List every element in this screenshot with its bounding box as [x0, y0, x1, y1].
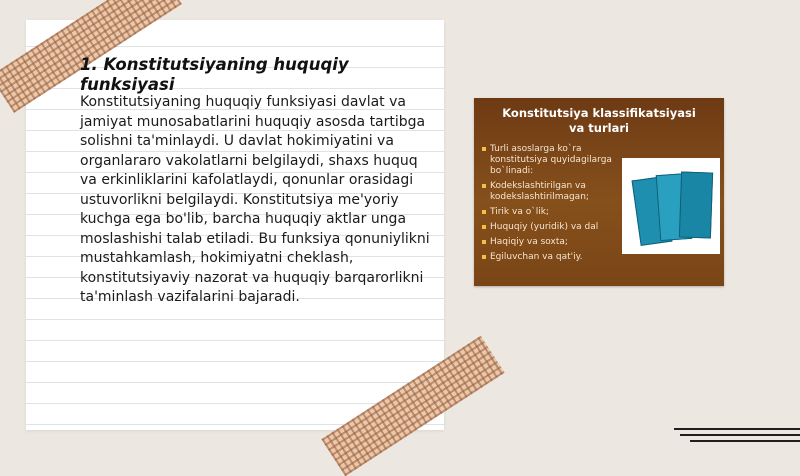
bullet-icon [482, 184, 486, 188]
list-item-text: Turli asoslarga ko`ra konstitutsiya quyidagilarga bo`linadi: [490, 144, 612, 176]
list-item-text: Huquqiy (yuridik) va dal [490, 222, 599, 232]
bullet-icon [482, 210, 486, 214]
list-item [482, 144, 632, 177]
embedded-slide-title-line2: va turlari [569, 121, 629, 135]
list-item-text: Kodekslashtirilgan va kodekslashtirilmagan; [490, 181, 589, 202]
decorative-stroke [674, 428, 800, 430]
slide-body-text: Konstitutsiyaning huquqiy funksiyasi davlat va jamiyat munosabatlarini huquqiy asosda tartibga solishni ta'minlaydi. U davlat hokimiyatini va organlararo vakolatlarni belgilaydi, shaxs huquq va erkinliklarini kafolatlaydi, qonunlar orasidagi ustuvorlikni belgilaydi. Konstitutsiya me'yoriy kuchga ega bo'lib, barcha huquqiy aktlar unga moslashishi talab etiladi. Bu funksiya qonuniylikni mustahkamlash, hokimiyatni cheklash, konstitutsiyaviy nazorat va huquqiy barqarorlikni ta'minlash vazifalarini bajaradi. [80, 94, 430, 305]
list-item [482, 207, 632, 218]
list-item-text: Tirik va o`lik; [490, 207, 549, 217]
list-item-text: Haqiqiy va soxta; [490, 237, 568, 247]
bullet-icon [482, 225, 486, 229]
list-item-text: Egiluvchan va qat'iy. [490, 252, 583, 262]
decorative-stroke [690, 440, 800, 442]
decorative-stroke [680, 434, 800, 436]
book-icon [679, 171, 713, 238]
list-item [482, 222, 632, 233]
embedded-slide-title [474, 106, 724, 136]
list-item [482, 181, 632, 203]
embedded-slide-image [474, 98, 724, 286]
bullet-icon [482, 147, 486, 151]
bullet-icon [482, 240, 486, 244]
list-item [482, 252, 632, 263]
books-illustration [622, 158, 720, 254]
embedded-slide-list [482, 144, 632, 267]
slide-heading: 1. Konstitutsiyaning huquqiy funksiyasi [80, 55, 349, 94]
list-item [482, 237, 632, 248]
embedded-slide-title-line1: Konstitutsiya klassifikatsiyasi [502, 106, 696, 120]
bullet-icon [482, 255, 486, 259]
